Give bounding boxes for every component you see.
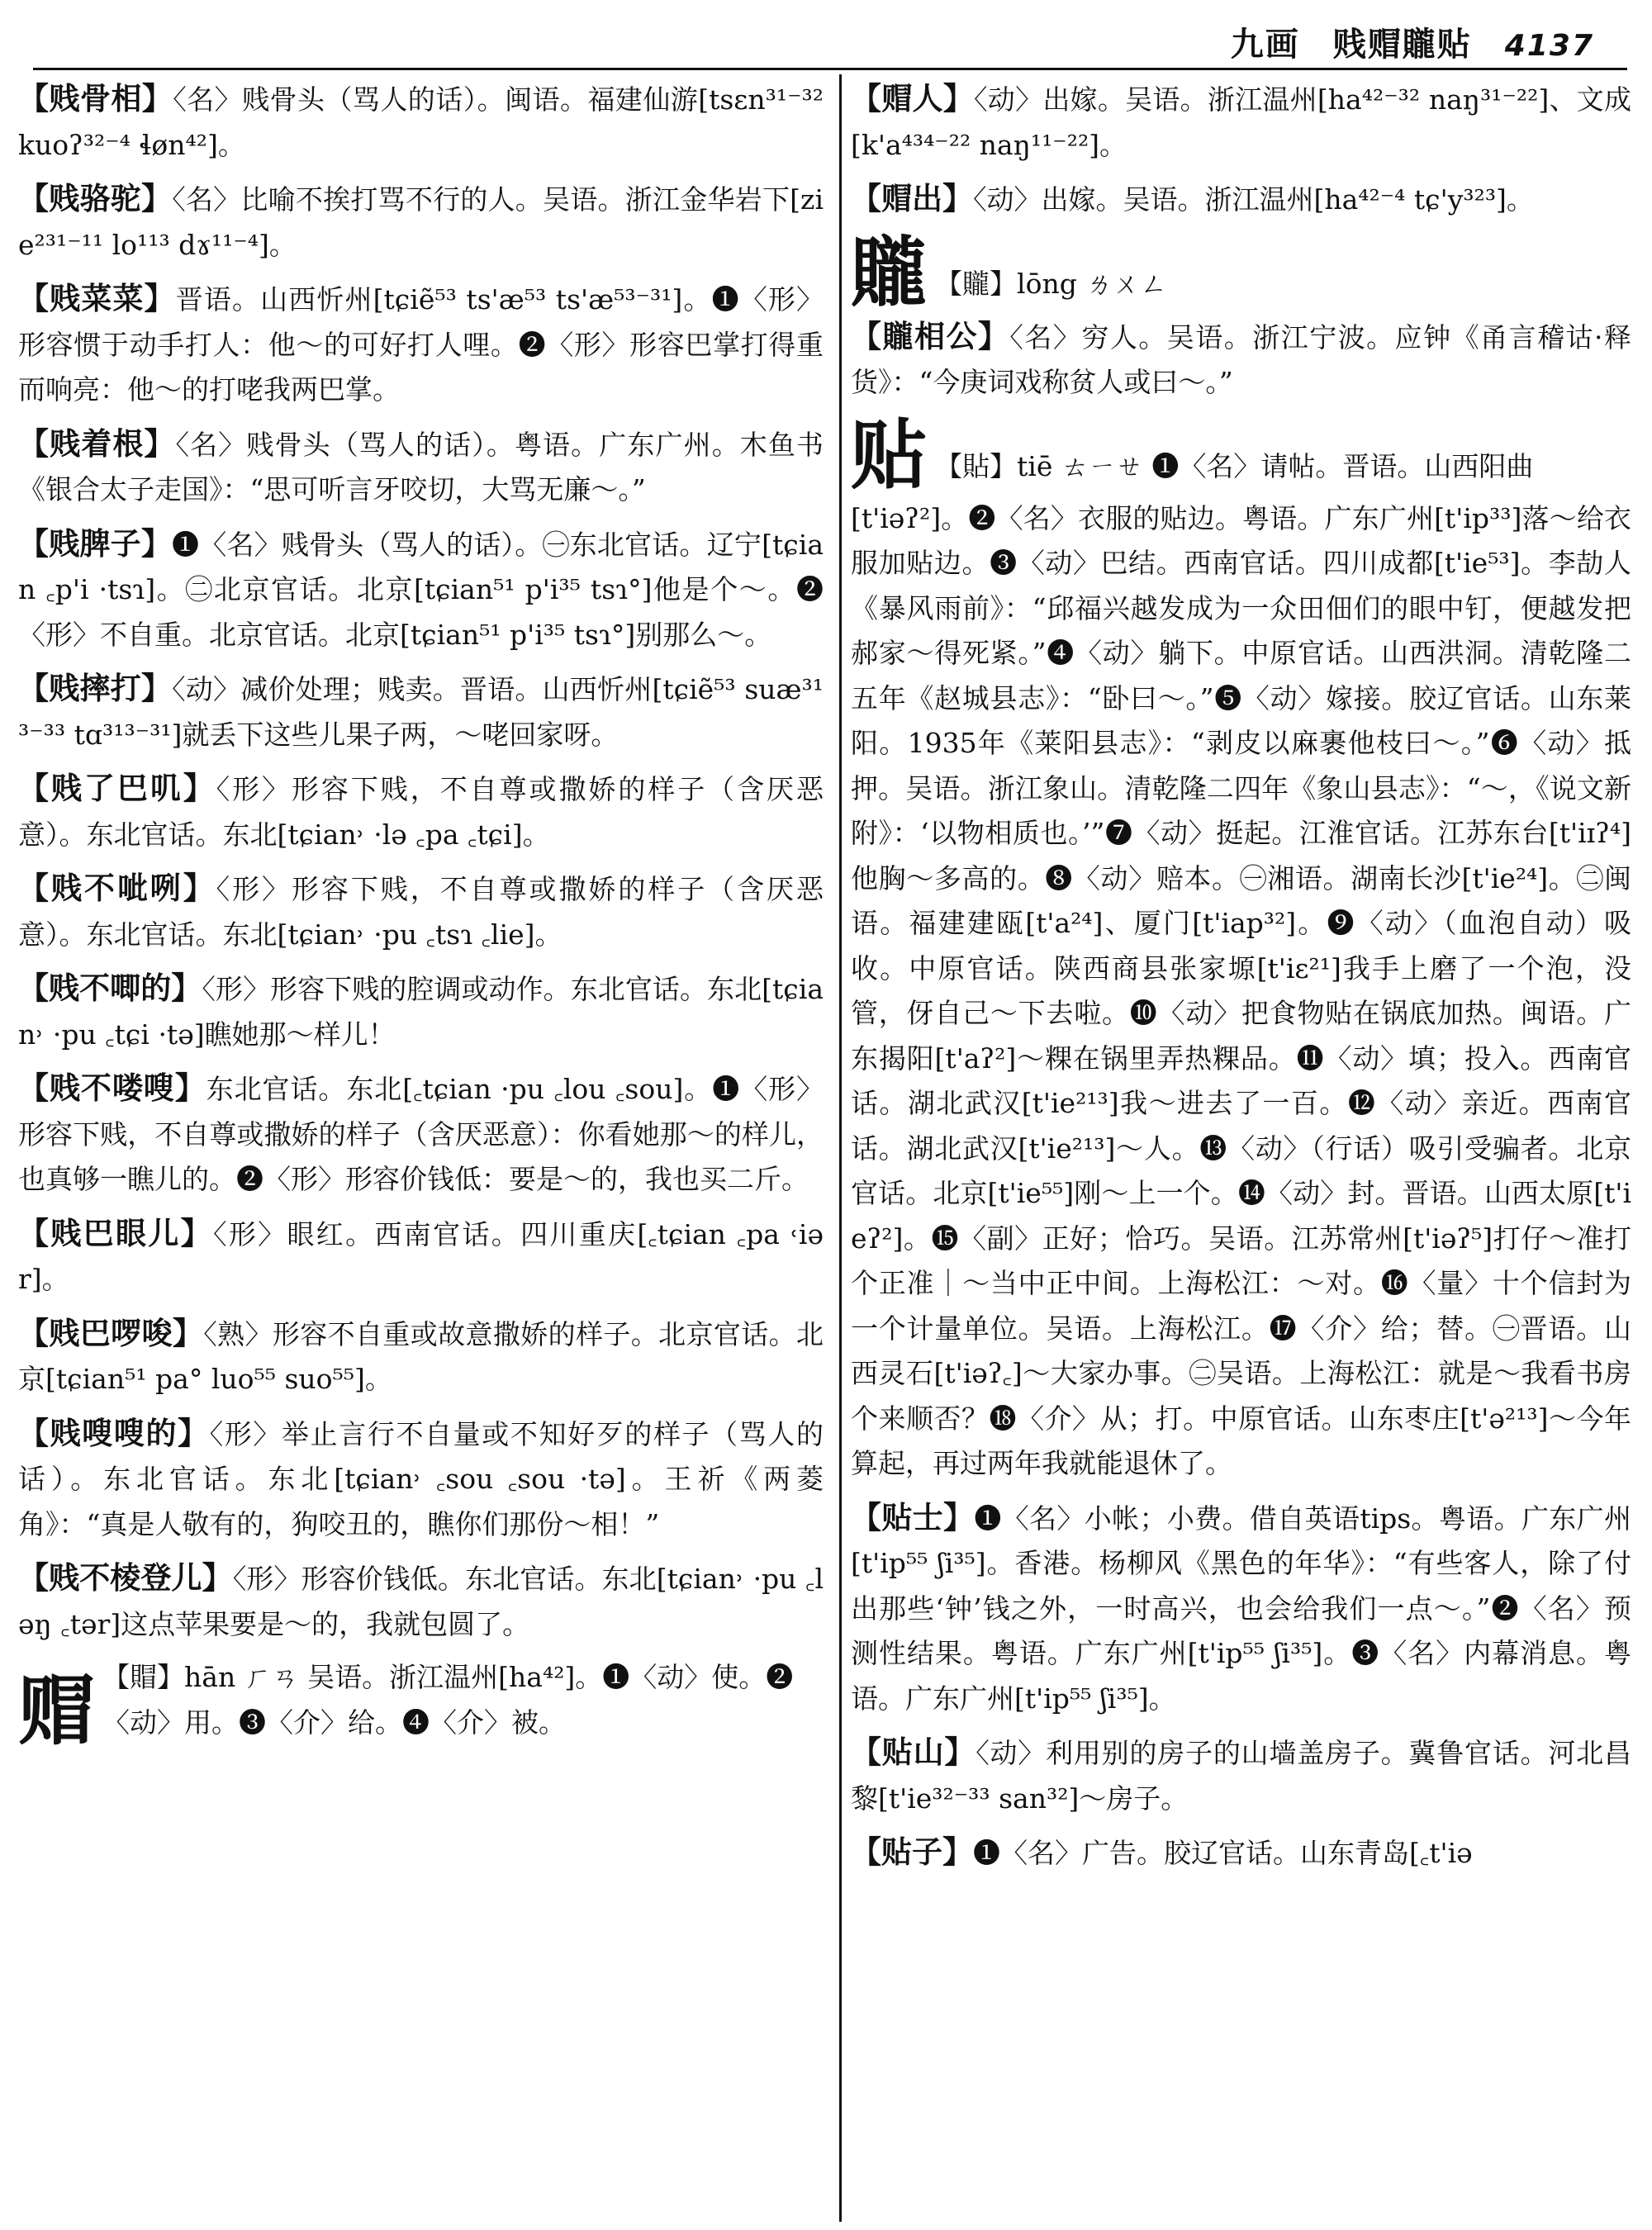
page-number: 4137	[1504, 29, 1594, 63]
dictionary-entry	[18, 76, 824, 168]
column-divider	[839, 74, 842, 2222]
headword-block-gan	[18, 1655, 824, 1755]
entry-headword: 【贱了巴叽】	[18, 770, 216, 806]
entry-headword: 【贱骆驼】	[18, 180, 173, 216]
entry-headword: 【贱巴啰唆】	[18, 1314, 204, 1351]
dictionary-entry	[18, 521, 824, 658]
header-chars: 贱赗贚贴	[1332, 25, 1472, 64]
entry-definition: 〈形〉眼红。西南官话。四川重庆[꜀tɕian ꜀pa ˓iər]。	[18, 1217, 824, 1295]
dictionary-entry	[851, 176, 1631, 223]
entry-headword: 【贱巴眼儿】	[18, 1214, 213, 1251]
entry-headword: 【贱骨相】	[18, 80, 173, 116]
entry-definition: ❶〈名〉贱骨头（骂人的话）。㊀东北官话。辽宁[tɕian ꜀p'i ·tsɿ]。㊁北京官话。北京[tɕian⁵¹ p'i³⁵ tsɿ°]他是个～。❷〈形〉不自重。北京官话。北京[tɕian⁵¹ p'i³⁵ tsɿ°]别那么～。	[18, 528, 824, 651]
big-headword-gloss: 【贚】lōng ㄌㄨㄥ	[935, 268, 1168, 300]
entry-headword: 【贴山】	[851, 1734, 976, 1770]
dictionary-entry	[851, 1495, 1631, 1722]
big-headword-gloss: 【賵】hān ㄏㄢ 吴语。浙江温州[ha⁴²]。❶〈动〉使。❷〈动〉用。❸〈介〉给。❹〈介〉被。	[102, 1661, 794, 1739]
dictionary-entry	[18, 1211, 824, 1302]
headword-block-long	[851, 227, 1631, 317]
entry-headword: 【贱不唧的】	[18, 970, 202, 1006]
dictionary-entry	[18, 1065, 824, 1203]
dictionary-entry	[18, 866, 824, 957]
entry-definition: 〈动〉减价处理；贱卖。晋语。山西忻州[tɕiẽ⁵³ suæ³¹³⁻³³ tɑ³¹³⁻³¹]就丢下这些儿果子两，～咾回家呀。	[18, 673, 824, 751]
dictionary-entry	[851, 1729, 1631, 1821]
entry-definition: 〈形〉形容价钱低。东北官话。东北[tɕian˒ ·pu ꜀ləŋ ꜀tər]这点苹果要是～的，我就包圆了。	[18, 1563, 824, 1640]
dictionary-entry	[18, 1311, 824, 1402]
entry-headword: 【贱不喽嗖】	[18, 1070, 206, 1106]
page-header	[1231, 18, 1594, 65]
entry-definition: 晋语。山西忻州[tɕiẽ⁵³ ts'æ⁵³ ts'æ⁵³⁻³¹]。❶〈形〉形容惯于动手打人：他～的可好打人哩。❷〈形〉形容巴掌打得重而响亮：他～的打咾我两巴掌。	[18, 283, 824, 406]
entry-definition: 〈形〉举止言行不自量或不知好歹的样子（骂人的话）。东北官话。东北[tɕian˒ ꜀sou ꜀sou ·tə]。王祈《两菱角》：“真是人敬有的，狗咬丑的，瞧你们那份～相！”	[18, 1417, 824, 1540]
dictionary-entry	[18, 666, 824, 757]
entry-headword: 【贱着根】	[18, 425, 176, 462]
dictionary-entry	[18, 766, 824, 857]
entry-headword: 【贱菜菜】	[18, 280, 176, 316]
right-column	[851, 76, 1631, 2223]
entry-headword: 【赗人】	[851, 80, 975, 116]
entry-definition: 〈名〉贱骨头（骂人的话）。闽语。福建仙游[tsɛn³¹⁻³² kuoʔ³²⁻⁴ ɬøn⁴²]。	[18, 83, 824, 161]
big-headword: 贚	[851, 227, 928, 317]
big-headword: 赗	[18, 1666, 95, 1755]
entry-definition: 〈名〉贱骨头（骂人的话）。粤语。广东广州。木鱼书《银合太子走国》：“思可听言牙咬切，大骂无廉～。”	[18, 428, 824, 505]
dictionary-entry	[18, 421, 824, 513]
entry-headword: 【贱不呲咧】	[18, 870, 216, 906]
right-entries-bottom	[851, 1495, 1631, 1877]
dictionary-entry	[18, 966, 824, 1057]
big-headword: 贴	[851, 410, 928, 500]
right-entries-mid	[851, 314, 1631, 406]
dictionary-entry	[18, 176, 824, 268]
entry-definition: ❶〈名〉小帐；小费。借自英语tips。粤语。广东广州[t'ip⁵⁵ ʃi³⁵]。香港。杨柳风《黑色的年华》：“有些客人，除了付出那些‘钟’钱之外，一时高兴，也会给我们一点～。”❷〈名〉预测性结果。粤语。广东广州[t'ip⁵⁵ ʃi³⁵]。❸〈名〉内幕消息。粤语。广东广州[t'ip⁵⁵ ʃi³⁵]。	[851, 1502, 1631, 1715]
left-entries	[18, 76, 824, 1647]
entry-headword: 【赗出】	[851, 180, 973, 216]
dictionary-entry	[18, 1411, 824, 1548]
tie-definition-body: [t'iəʔ²]。❷〈名〉衣服的贴边。粤语。广东广州[t'ip³³]落～给衣服加贴边。❸〈动〉巴结。西南官话。四川成都[t'ie⁵³]。李劼人《暴风雨前》：“邱福兴越发成为一众田佃们的眼中钉，便越发把郝家～得死紧。”❹〈动〉躺下。中原官话。山西洪洞。清乾隆二五年《赵城县志》：“卧曰～。”❺〈动〉嫁接。胶辽官话。山东莱阳。1935年《莱阳县志》：“剥皮以麻裹他枝曰～。”❻〈动〉抵押。吴语。浙江象山。清乾隆二四年《象山县志》：“～，《说文新附》：‘以物相质也。’”❼〈动〉挺起。江淮官话。江苏东台[t'iɪʔ⁴]他胸～多高的。❽〈动〉赔本。㊀湘语。湖南长沙[t'ie²⁴]。㊁闽语。福建建瓯[t'a²⁴]、厦门[t'iap³²]。❾〈动〉（血泡自动）吸收。中原官话。陕西商县张家塬[t'iɛ²¹]我手上磨了一个泡，没管，伢自己～下去啦。❿〈动〉把食物贴在锅底加热。闽语。广东揭阳[t'aʔ²]～粿在锅里弄热粿品。⓫〈动〉填；投入。西南官话。湖北武汉[t'ie²¹³]我～进去了一百。⓬〈动〉亲近。西南官话。湖北武汉[t'ie²¹³]～人。⓭〈动〉（行话）吸引受骗者。北京官话。北京[t'ie⁵⁵]刚～上一个。⓮〈动〉封。晋语。山西太原[t'ieʔ²]。⓯〈副〉正好；恰巧。吴语。江苏常州[t'iəʔ⁵]打仔～准打个正准｜～当中正中间。上海松江：～对。⓰〈量〉十个信封为一个计量单位。吴语。上海松江。⓱〈介〉给；替。㊀晋语。山西灵石[t'iəʔ꜀]～大家办事。㊁吴语。上海松江：就是～我看书房个来顺否？⓲〈介〉从；打。中原官话。山东枣庄[t'ə²¹³]～今年算起，再过两年我就能退休了。	[851, 501, 1631, 1479]
dictionary-entry	[851, 314, 1631, 406]
big-headword-gloss: 【貼】tiē ㄊㄧㄝ ❶〈名〉请帖。晋语。山西阳曲	[935, 450, 1534, 482]
entry-definition: 〈动〉利用别的房子的山墙盖房子。冀鲁官话。河北昌黎[t'ie³²⁻³³ san³²]～房子。	[851, 1737, 1631, 1815]
entry-definition: 〈名〉穷人。吴语。浙江宁波。应钟《甬言稽诂·释货》：“今庚词戏称贫人或曰～。”	[851, 320, 1631, 398]
entry-definition: 〈熟〉形容不自重或故意撒娇的样子。北京官话。北京[tɕian⁵¹ pa° luo⁵⁵ suo⁵⁵]。	[18, 1317, 824, 1395]
dictionary-entry	[18, 1555, 824, 1647]
entry-definition: 〈形〉形容下贱，不自尊或撒娇的样子（含厌恶意）。东北官话。东北[tɕian˒ ·lə ꜀pa ꜀tɕi]。	[18, 773, 824, 851]
entry-definition: 〈动〉出嫁。吴语。浙江温州[ha⁴²⁻³² naŋ³¹⁻²²]、文成[k'a⁴³⁴⁻²² naŋ¹¹⁻²²]。	[851, 83, 1631, 161]
entry-headword: 【贱嗖嗖的】	[18, 1414, 210, 1451]
left-column	[18, 76, 824, 2223]
entry-definition: 〈形〉形容下贱的腔调或动作。东北官话。东北[tɕian˒ ·pu ꜀tɕi ·tə]瞧她那～样儿！	[18, 973, 824, 1051]
right-entries-top	[851, 76, 1631, 223]
entry-headword: 【贴子】	[851, 1834, 973, 1870]
entry-headword: 【贱摔打】	[18, 670, 173, 706]
header-rule	[33, 68, 1627, 70]
entry-definition: 东北官话。东北[꜀tɕian ·pu ꜀lou ꜀sou]。❶〈形〉形容下贱，不自尊或撒娇的样子（含厌恶意）：你看她那～的样儿，也真够一瞧儿的。❷〈形〉形容价钱低：要是～的，我也买二斤。	[18, 1073, 824, 1195]
entry-definition: 〈动〉出嫁。吴语。浙江温州[ha⁴²⁻⁴ tɕ'y³²³]。	[973, 183, 1534, 216]
dictionary-entry	[851, 1829, 1631, 1877]
entry-headword: 【贱脾子】	[18, 524, 173, 562]
entry-headword: 【贴士】	[851, 1498, 975, 1535]
entry-definition: 〈形〉形容下贱，不自尊或撒娇的样子（含厌恶意）。东北官话。东北[tɕian˒ ·pu ꜀tsɿ ꜀lie]。	[18, 873, 824, 951]
entry-headword: 【贱不棱登儿】	[18, 1559, 233, 1596]
headword-block-tie	[851, 410, 1631, 1487]
entry-definition: ❶〈名〉广告。胶辽官话。山东青岛[꜀t'iə	[973, 1837, 1473, 1869]
entry-definition: 〈名〉比喻不挨打骂不行的人。吴语。浙江金华岩下[zie²³¹⁻¹¹ lo¹¹³ dɤ¹¹⁻⁴]。	[18, 183, 824, 261]
header-section: 九画	[1230, 25, 1300, 64]
dictionary-entry	[18, 276, 824, 413]
dictionary-entry	[851, 76, 1631, 168]
entry-headword: 【贚相公】	[851, 317, 1010, 354]
